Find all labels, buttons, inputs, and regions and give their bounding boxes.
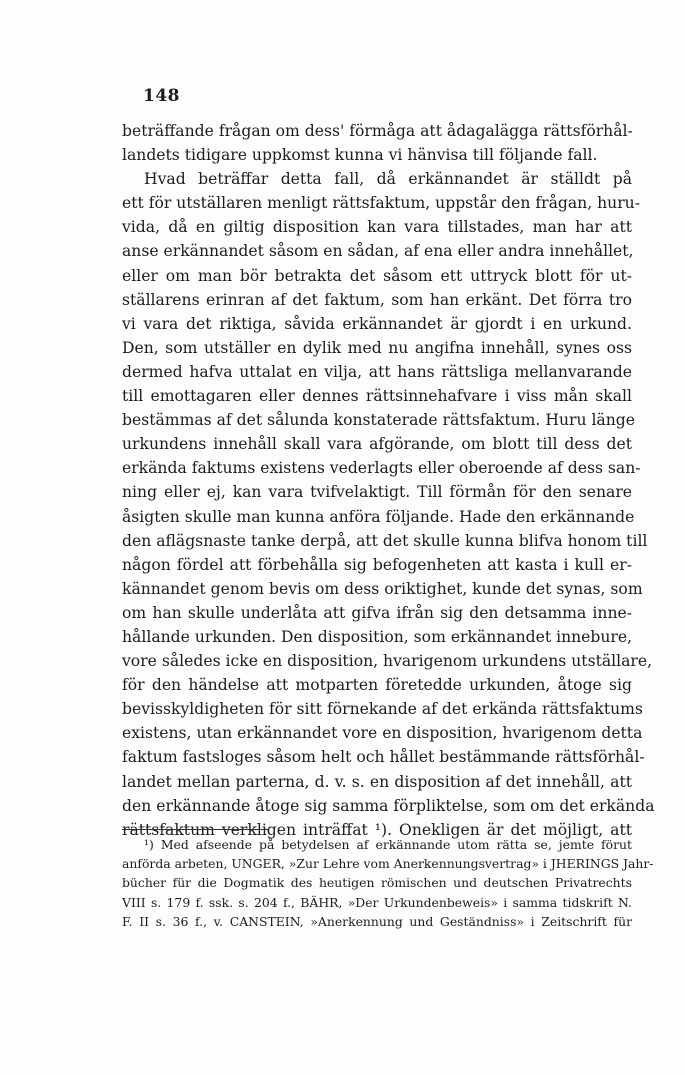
text-line: till emottagaren eller dennes rättsinnehafvare i viss mån skall: [122, 387, 632, 406]
text-line: vida, då en giltig disposition kan vara tillstades, man har att: [122, 218, 632, 237]
text-line: bevisskyldigheten för sitt förnekande af det erkända rättsfaktums: [122, 700, 643, 719]
text-line: faktum fastsloges såsom helt och hållet bestämmande rättsförhål-: [122, 748, 645, 767]
footnote-line: ¹) Med afseende på betydelsen af erkännande utom rätta se, jemte förut: [144, 837, 632, 852]
text-line: vi vara det riktiga, såvida erkännandet är gjordt i en urkund.: [122, 314, 632, 333]
text-line: Hvad beträffar detta fall, då erkännandet är ställdt på: [144, 170, 632, 189]
text-line: Den, som utställer en dylik med nu angifna innehåll, synes oss: [122, 338, 632, 357]
text-line: ett för utställaren menligt rättsfaktum, uppstår den frågan, huru-: [122, 194, 640, 213]
footnote-line: anförda arbeten, UNGER, »Zur Lehre vom Anerkennungsvertrag» i JHERINGS Jahr-: [122, 856, 654, 872]
text-line: om han skulle underlåta att gifva ifrån sig den detsamma inne-: [122, 603, 632, 622]
text-line: landets tidigare uppkomst kunna vi hänvisa till följande fall.: [122, 146, 598, 165]
text-line: ning eller ej, kan vara tvifvelaktigt. Till förmån för den senare: [122, 483, 632, 502]
text-line: beträffande frågan om dess' förmåga att ådagalägga rättsförhål-: [122, 122, 633, 140]
text-line: anse erkännandet såsom en sådan, af ena eller andra innehållet,: [122, 242, 634, 261]
text-line: någon fördel att förbehålla sig befogenheten att kasta i kull er-: [122, 555, 632, 574]
footnote-divider: [122, 829, 268, 830]
text-line: dermed hafva uttalat en vilja, att hans rättsliga mellanvarande: [122, 362, 632, 381]
text-line: urkundens innehåll skall vara afgörande, om blott till dess det: [122, 435, 632, 454]
footnote-line: VIII s. 179 f. ssk. s. 204 f., BÄHR, »Der Urkundenbeweis» i samma tidskrift N.: [122, 894, 632, 910]
text-line: den erkännande åtoge sig samma förpliktelse, som om det erkända: [122, 796, 655, 815]
text-line: åsigten skulle man kunna anföra följande. Hade den erkännande: [122, 507, 635, 526]
body-text: [122, 119, 655, 842]
footnotes: [122, 835, 654, 931]
text-line: den aflägsnaste tanke derpå, att det skulle kunna blifva honom till: [122, 531, 648, 550]
text-line: för den händelse att motparten företedde urkunden, åtoge sig: [122, 676, 632, 695]
text-line: bestämmas af det sålunda konstaterade rättsfaktum. Huru länge: [122, 411, 635, 430]
text-line: kännandet genom bevis om dess oriktighet, kunde det synas, som: [122, 579, 643, 598]
text-line: landet mellan parterna, d. v. s. en disposition af det innehåll, att: [122, 772, 632, 791]
footnote-line: bücher für die Dogmatik des heutigen römischen und deutschen Privatrechts: [122, 875, 632, 891]
text-line: erkända faktums existens vederlagts eller oberoende af dess san-: [122, 459, 641, 478]
text-line: hållande urkunden. Den disposition, som erkännandet innebure,: [122, 627, 633, 646]
page-number: 148: [143, 86, 180, 106]
text-line: eller om man bör betrakta det såsom ett uttryck blott för ut-: [122, 266, 632, 285]
text-line: ställarens erinran af det faktum, som han erkänt. Det förra tro: [122, 290, 632, 309]
footnote-line: F. II s. 36 f., v. CANSTEIN, »Anerkennung und Geständniss» i Zeitschrift für: [122, 913, 632, 929]
text-line: rättsfaktum verkligen inträffat ¹). Onekligen är det möjligt, att: [122, 820, 632, 839]
text-line: vore således icke en disposition, hvarigenom urkundens utställare,: [122, 652, 653, 671]
text-line: existens, utan erkännandet vore en disposition, hvarigenom detta: [122, 724, 643, 743]
